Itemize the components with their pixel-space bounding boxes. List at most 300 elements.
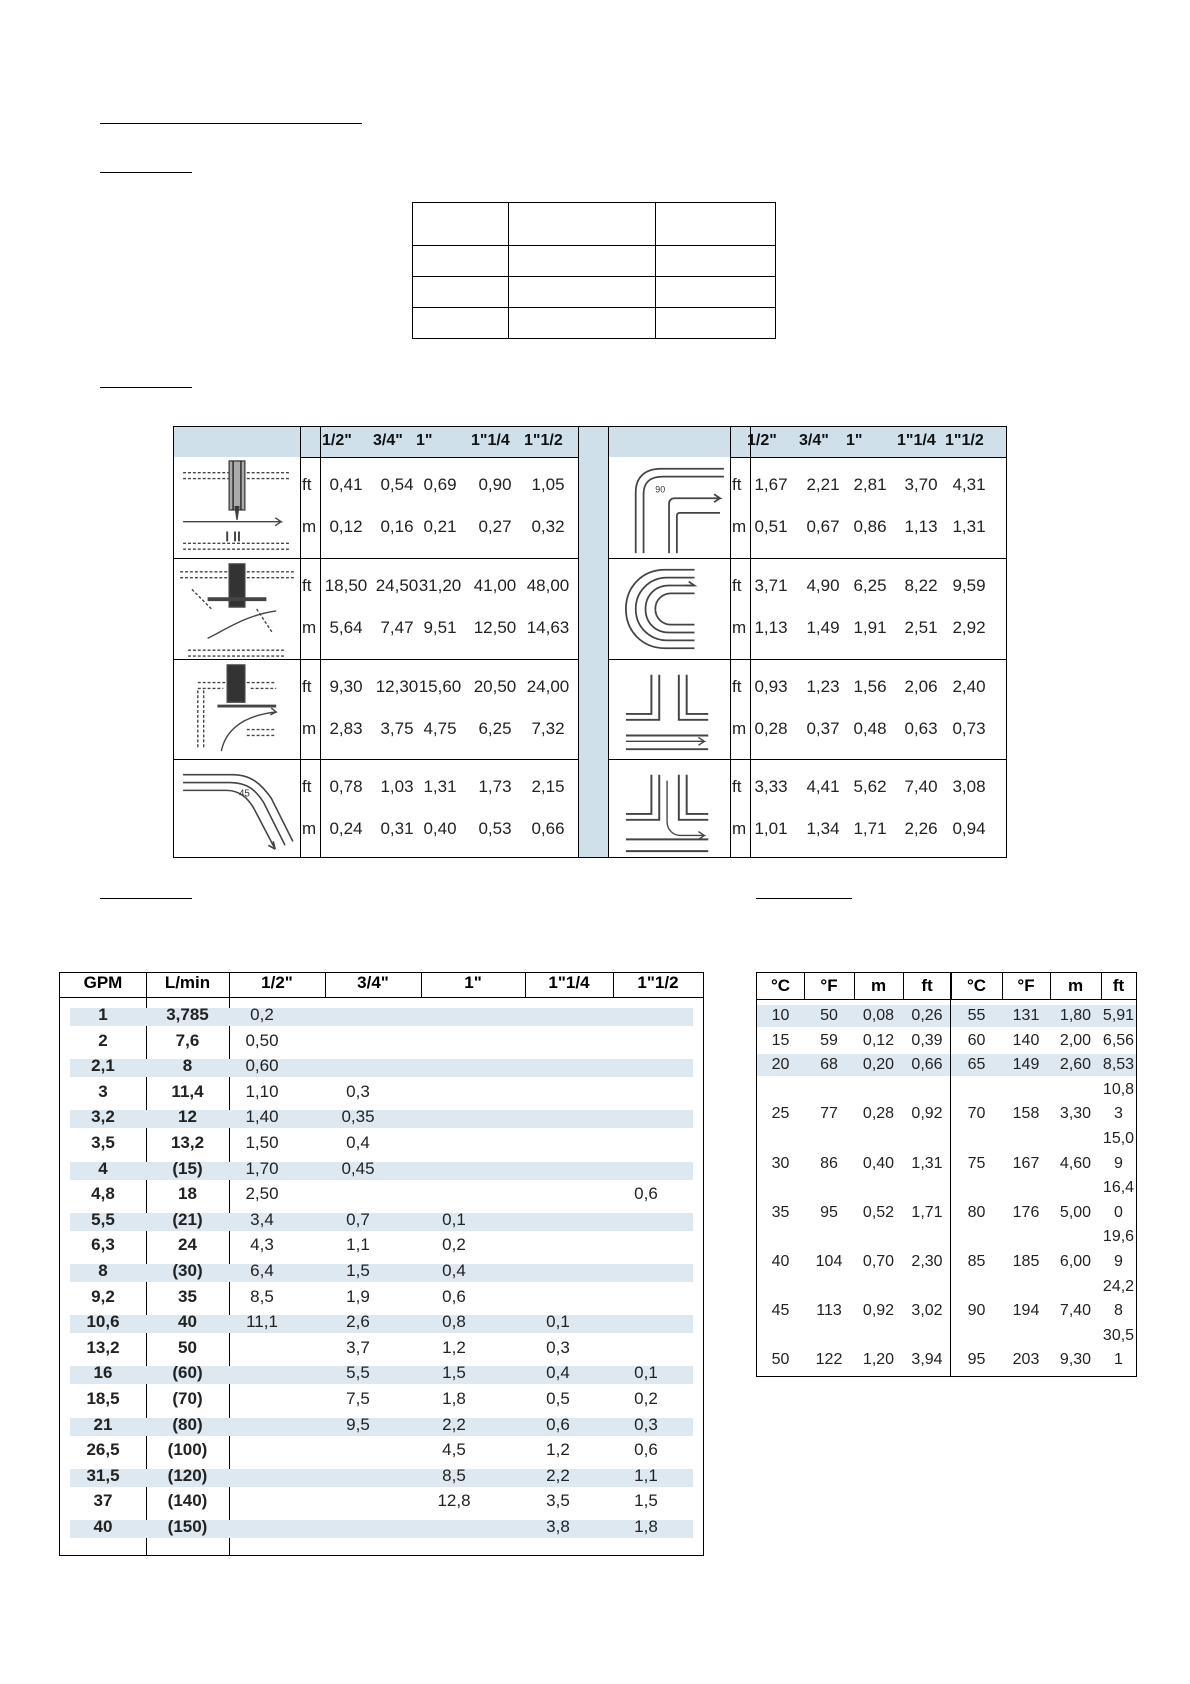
table-cell: 0,2: [634, 1389, 658, 1408]
table-cell: (140): [167, 1491, 208, 1511]
unit-label: m: [302, 517, 317, 536]
table-cell: 3,2: [91, 1107, 115, 1127]
value-cell: 3,71: [754, 576, 788, 595]
table-cell: 35: [178, 1286, 197, 1306]
table-cell: 0,6: [442, 1286, 466, 1306]
table-cell: 9,30: [1059, 1351, 1092, 1369]
table-cell: 0: [1114, 1203, 1123, 1221]
unit-label: ft: [732, 777, 742, 796]
value-cell: 1,13: [754, 618, 788, 637]
value-cell: 1,31: [423, 777, 457, 796]
table-cell: 0,66: [911, 1056, 943, 1074]
table-cell: 12: [178, 1107, 197, 1127]
angle-valve-icon: [178, 560, 296, 658]
column-header: °F: [1017, 976, 1035, 995]
table-cell: 60: [967, 1031, 986, 1049]
table-cell: 3,4: [250, 1209, 274, 1229]
table-cell: 167: [1012, 1154, 1040, 1172]
value-cell: 18,50: [324, 576, 368, 595]
table-cell: 50: [771, 1351, 790, 1369]
value-cell: 0,94: [952, 819, 986, 838]
value-cell: 6,25: [478, 719, 512, 738]
unit-label: ft: [302, 777, 312, 796]
table-cell: 9,2: [91, 1286, 115, 1306]
value-cell: 5,62: [853, 777, 887, 796]
value-cell: 5,64: [329, 618, 363, 637]
table-row: [413, 203, 776, 246]
unit-label: ft: [302, 576, 312, 595]
unit-label: ft: [302, 677, 312, 696]
value-cell: 4,41: [806, 777, 840, 796]
unit-label: m: [302, 618, 317, 637]
table-cell: 8: [1114, 1302, 1123, 1320]
table-cell: 0,7: [346, 1209, 370, 1229]
table-cell: 1,8: [442, 1389, 466, 1408]
value-cell: 3,08: [952, 777, 986, 796]
size-header-left: 1/2": [322, 432, 352, 449]
table-cell: 7,5: [346, 1389, 370, 1408]
table-cell: (60): [172, 1363, 203, 1383]
gate-valve-icon: [178, 459, 296, 557]
svg-text:45: 45: [238, 788, 250, 800]
table-cell: 11,4: [171, 1081, 204, 1101]
column-header: m: [870, 976, 887, 995]
table-cell: 0,3: [346, 1081, 370, 1101]
value-cell: 0,48: [853, 719, 887, 738]
table-cell: 0,39: [911, 1031, 943, 1049]
table-cell: 140: [1012, 1031, 1040, 1049]
table-cell: 4,60: [1059, 1154, 1092, 1172]
table-cell: 0,52: [862, 1203, 895, 1221]
empty-table: [412, 202, 776, 339]
table-cell: 1: [98, 1005, 108, 1024]
table-cell: (21): [172, 1209, 203, 1229]
unit-label: m: [732, 517, 747, 536]
header-shade-right: [608, 427, 734, 457]
unit-label: m: [732, 618, 747, 637]
value-cell: 48,00: [526, 576, 570, 595]
table-cell: (30): [172, 1261, 203, 1280]
table-cell: 0,1: [634, 1363, 658, 1383]
table-cell: 1,20: [862, 1351, 895, 1369]
column-header: 1"1/4: [548, 973, 590, 992]
table-cell: 194: [1012, 1302, 1040, 1320]
table-cell: 104: [815, 1253, 843, 1270]
unit-label: m: [302, 819, 317, 838]
table-cell: 9: [1114, 1253, 1123, 1270]
table-cell: 6,00: [1059, 1253, 1092, 1270]
value-cell: 0,37: [806, 719, 840, 738]
value-cell: 14,63: [526, 618, 570, 637]
column-header: L/min: [164, 973, 211, 992]
table-cell: 131: [1012, 1007, 1040, 1024]
value-cell: 0,54: [380, 475, 414, 494]
value-cell: 1,67: [754, 475, 788, 494]
table-cell: 95: [820, 1203, 838, 1221]
value-cell: 12,30: [375, 677, 419, 696]
table-cell: 37: [93, 1491, 113, 1511]
value-cell: 0,41: [329, 475, 363, 494]
table-cell: 3,7: [346, 1337, 370, 1357]
section-4-heading-underline: [756, 898, 852, 899]
table-cell: 30: [771, 1154, 790, 1172]
column-header: 1"1/2: [637, 973, 679, 992]
table-cell: 40: [178, 1312, 197, 1332]
value-cell: 31,20: [418, 576, 462, 595]
table-cell: 0,40: [862, 1154, 895, 1172]
table-cell: 24: [178, 1235, 197, 1255]
value-cell: 0,32: [531, 517, 565, 536]
return-bend-icon: [612, 560, 730, 658]
value-cell: 0,69: [423, 475, 457, 494]
table-cell: 15,0: [1102, 1130, 1135, 1147]
table-cell: 75: [967, 1154, 986, 1172]
value-cell: 0,40: [423, 819, 457, 838]
column-header: m: [1067, 976, 1084, 995]
column-header: 3/4": [357, 973, 389, 992]
table-cell: 1,5: [442, 1363, 466, 1383]
unit-label: m: [732, 719, 747, 738]
table-cell: 50: [178, 1337, 197, 1357]
value-cell: 2,81: [853, 475, 887, 494]
value-cell: 0,31: [380, 819, 414, 838]
value-cell: 0,28: [754, 719, 788, 738]
unit-label: m: [302, 719, 317, 738]
table-cell: 0,6: [634, 1440, 658, 1460]
table-cell: 7,40: [1059, 1302, 1092, 1320]
table-cell: 122: [815, 1351, 843, 1369]
section-3-heading-underline: [100, 898, 192, 899]
table-cell: 1,40: [245, 1107, 279, 1127]
table-cell: 18: [178, 1184, 197, 1204]
size-header-right: 1": [846, 432, 863, 449]
table-cell: 35: [771, 1203, 790, 1221]
table-cell: 5,5: [346, 1363, 370, 1383]
value-cell: 1,34: [806, 819, 840, 838]
value-cell: 12,50: [473, 618, 517, 637]
table-cell: 4,3: [250, 1235, 274, 1255]
table-cell: 0,1: [442, 1209, 466, 1229]
column-header: °C: [966, 976, 987, 995]
table-cell: 6,3: [91, 1235, 115, 1255]
table-cell: 9,5: [346, 1414, 370, 1434]
table-cell: 0,08: [862, 1007, 895, 1024]
table-cell: 16: [93, 1363, 113, 1383]
table-row: [413, 246, 776, 277]
value-cell: 9,51: [423, 618, 457, 637]
value-cell: 9,59: [952, 576, 986, 595]
globe-valve-icon: [178, 661, 296, 759]
size-header-right: 3/4": [799, 432, 829, 449]
table-cell: 203: [1012, 1351, 1040, 1369]
table-cell: 59: [820, 1031, 838, 1049]
table-cell: 18,5: [86, 1389, 120, 1408]
table-cell: 0,4: [442, 1261, 466, 1280]
table-cell: 2: [98, 1030, 108, 1050]
size-header-left: 1"1/4: [471, 432, 510, 449]
section-1-heading-underline: [100, 172, 192, 173]
table-cell: 90: [967, 1302, 986, 1320]
table-row: [413, 308, 776, 339]
table-cell: 6,4: [250, 1261, 274, 1280]
value-cell: 0,86: [853, 517, 887, 536]
value-cell: 1,13: [904, 517, 938, 536]
table-cell: 0,2: [442, 1235, 466, 1255]
table-cell: 5,91: [1102, 1007, 1135, 1024]
table-cell: 12,8: [437, 1491, 471, 1511]
table-cell: 0,4: [546, 1363, 570, 1383]
value-cell: 0,67: [806, 517, 840, 536]
table-cell: 31,5: [86, 1465, 120, 1485]
table-cell: 149: [1012, 1056, 1040, 1074]
table-cell: 5,00: [1059, 1203, 1092, 1221]
column-header: °C: [770, 976, 791, 995]
table-cell: 2,1: [91, 1056, 115, 1076]
header-rule: [757, 999, 1136, 1000]
value-cell: 1,03: [380, 777, 414, 796]
table-cell: 0,92: [911, 1105, 943, 1123]
table-cell: 1,1: [346, 1235, 370, 1255]
value-cell: 0,51: [754, 517, 788, 536]
header-shade-left: [174, 427, 300, 457]
elbow-45-icon: [178, 761, 296, 859]
table-cell: 77: [820, 1105, 838, 1123]
value-cell: 1,49: [806, 618, 840, 637]
table-row: [413, 277, 776, 308]
table-cell: 86: [820, 1154, 838, 1172]
table-cell: 3,785: [166, 1005, 209, 1024]
table-cell: 1: [1114, 1351, 1123, 1369]
column-header: ft: [921, 976, 933, 995]
value-cell: 1,73: [478, 777, 512, 796]
table-cell: 0,2: [250, 1005, 274, 1024]
value-cell: 20,50: [473, 677, 517, 696]
column-header: °F: [820, 976, 838, 995]
table-cell: 0,6: [634, 1184, 658, 1204]
value-cell: 1,01: [754, 819, 788, 838]
table-cell: 15: [771, 1031, 790, 1049]
table-cell: 113: [816, 1302, 842, 1320]
table-cell: 0,28: [862, 1105, 895, 1123]
value-cell: 1,91: [853, 618, 887, 637]
value-cell: 0,66: [531, 819, 565, 838]
value-cell: 4,75: [423, 719, 457, 738]
table-cell: 1,80: [1059, 1007, 1092, 1024]
table-cell: 0,45: [341, 1158, 375, 1178]
table-cell: 2,30: [911, 1253, 943, 1270]
value-cell: 24,00: [526, 677, 570, 696]
table-cell: 6,56: [1102, 1031, 1135, 1049]
table-cell: 0,26: [911, 1007, 943, 1024]
table-cell: 10,8: [1102, 1080, 1135, 1098]
header-rule: [60, 997, 703, 998]
value-cell: 0,53: [478, 819, 512, 838]
table-gap: [578, 427, 608, 857]
table-cell: 19,6: [1102, 1228, 1135, 1246]
table-cell: 55: [967, 1007, 986, 1024]
value-cell: 6,25: [853, 576, 887, 595]
table-cell: 8: [98, 1261, 108, 1280]
table-cell: 4,8: [91, 1184, 115, 1204]
table-cell: (80): [172, 1414, 203, 1434]
value-cell: 7,32: [531, 719, 565, 738]
table-cell: 10: [771, 1007, 790, 1024]
column-header: 1": [464, 973, 482, 992]
table-cell: (100): [167, 1440, 208, 1460]
table-cell: 1,1: [634, 1465, 658, 1485]
table-cell: 3,02: [911, 1302, 943, 1320]
table-cell: 80: [967, 1203, 986, 1221]
value-cell: 4,31: [952, 475, 986, 494]
table-cell: 20: [771, 1056, 790, 1074]
unit-label: ft: [732, 475, 742, 494]
table-cell: (120): [167, 1465, 208, 1485]
table-cell: 21: [93, 1414, 113, 1434]
table-cell: 3: [98, 1081, 108, 1101]
table-cell: 45: [771, 1302, 790, 1320]
table-cell: 30,5: [1102, 1326, 1135, 1344]
unit-label: ft: [302, 475, 312, 494]
value-cell: 2,40: [952, 677, 986, 696]
table-cell: 2,00: [1059, 1031, 1092, 1049]
value-cell: 2,92: [952, 618, 986, 637]
table-cell: 9: [1114, 1154, 1123, 1172]
value-cell: 3,70: [904, 475, 938, 494]
value-cell: 3,33: [754, 777, 788, 796]
size-header-left: 1"1/2: [524, 432, 563, 449]
table-cell: (15): [172, 1158, 203, 1178]
table-cell: 40: [771, 1253, 790, 1270]
table-cell: (70): [172, 1389, 203, 1408]
table-cell: 85: [967, 1253, 986, 1270]
table-cell: 10,6: [86, 1312, 120, 1332]
value-cell: 7,47: [380, 618, 414, 637]
table-cell: 25: [771, 1105, 790, 1123]
value-cell: 0,73: [952, 719, 986, 738]
table-cell: 50: [820, 1007, 838, 1024]
value-cell: 24,50: [375, 576, 419, 595]
value-cell: 3,75: [380, 719, 414, 738]
table-cell: 1,8: [634, 1517, 658, 1536]
column-header: 1/2": [261, 973, 293, 992]
table-cell: 1,71: [911, 1203, 943, 1221]
table-cell: 13,2: [170, 1133, 205, 1152]
value-cell: 0,12: [329, 517, 363, 536]
table-cell: 13,2: [86, 1337, 120, 1357]
value-cell: 0,24: [329, 819, 363, 838]
table-cell: 2,2: [546, 1465, 570, 1485]
table-cell: 1,2: [546, 1440, 570, 1460]
table-cell: 8,5: [442, 1465, 466, 1485]
value-cell: 2,06: [904, 677, 938, 696]
table-cell: 8: [182, 1056, 193, 1076]
table-cell: 4: [98, 1158, 108, 1178]
table-cell: 3,5: [546, 1491, 570, 1511]
table-cell: 16,4: [1102, 1179, 1135, 1197]
value-cell: 15,60: [418, 677, 462, 696]
table-cell: 3: [1114, 1105, 1123, 1123]
table-cell: 158: [1012, 1105, 1040, 1123]
table-cell: 0,4: [346, 1133, 370, 1152]
column-header: GPM: [83, 973, 123, 992]
size-header-right: 1"1/4: [897, 432, 936, 449]
table-cell: 24,2: [1102, 1277, 1135, 1295]
table-cell: 1,31: [911, 1154, 943, 1172]
table-cell: 0,20: [862, 1056, 895, 1074]
section-2-heading-underline: [100, 387, 192, 388]
unit-label: m: [732, 819, 747, 838]
value-cell: 1,31: [952, 517, 986, 536]
tee-branch-icon: [612, 761, 730, 859]
flow-rate-loss-table: [59, 972, 704, 1556]
value-cell: 0,27: [478, 517, 512, 536]
table-cell: 5,5: [91, 1209, 115, 1229]
temperature-head-table: [756, 972, 1137, 1377]
value-cell: 41,00: [473, 576, 517, 595]
size-header-right: 1"1/2: [945, 432, 984, 449]
table-cell: 0,35: [341, 1107, 375, 1127]
table-cell: 2,6: [346, 1312, 370, 1332]
value-cell: 0,21: [423, 517, 457, 536]
value-cell: 4,90: [806, 576, 840, 595]
table-cell: 3,5: [91, 1133, 115, 1152]
table-cell: 1,9: [346, 1286, 370, 1306]
value-cell: 7,40: [904, 777, 938, 796]
value-cell: 1,71: [853, 819, 887, 838]
unit-label: ft: [732, 576, 742, 595]
size-header-left: 1": [416, 432, 433, 449]
table-cell: 0,6: [546, 1414, 570, 1434]
value-cell: 2,15: [531, 777, 565, 796]
table-cell: 2,60: [1059, 1056, 1092, 1074]
table-cell: 3,30: [1059, 1105, 1092, 1123]
table-cell: 7,6: [175, 1030, 200, 1050]
table-cell: 0,50: [245, 1030, 279, 1050]
value-cell: 8,22: [904, 576, 938, 595]
value-cell: 0,93: [754, 677, 788, 696]
table-cell: 4,5: [442, 1440, 466, 1460]
main-heading-underline: [100, 123, 362, 124]
table-cell: 0,70: [862, 1253, 895, 1270]
value-cell: 0,16: [380, 517, 414, 536]
size-header-right: 1/2": [747, 432, 777, 449]
value-cell: 2,83: [329, 719, 363, 738]
table-cell: 0,1: [546, 1312, 570, 1332]
value-cell: 0,63: [904, 719, 938, 738]
table-cell: 1,70: [245, 1158, 279, 1178]
table-cell: 1,2: [442, 1337, 466, 1357]
table-cell: 0,3: [546, 1337, 570, 1357]
table-cell: 1,5: [346, 1261, 370, 1280]
table-cell: 1,10: [245, 1081, 279, 1101]
table-cell: (150): [167, 1517, 208, 1536]
tee-straight-icon: [612, 661, 730, 759]
unit-label: ft: [732, 677, 742, 696]
table-cell: 0,8: [442, 1312, 466, 1332]
value-cell: 2,26: [904, 819, 938, 838]
table-cell: 0,5: [546, 1389, 570, 1408]
table-cell: 3,8: [546, 1517, 570, 1536]
elbow-90-icon: [612, 459, 730, 557]
value-cell: 0,78: [329, 777, 363, 796]
value-cell: 1,23: [806, 677, 840, 696]
table-cell: 2,2: [442, 1414, 466, 1434]
value-cell: 0,90: [478, 475, 512, 494]
table-cell: 0,12: [862, 1031, 895, 1049]
table-cell: 26,5: [86, 1440, 120, 1460]
size-header-left: 3/4": [373, 432, 403, 449]
table-cell: 0,60: [245, 1056, 279, 1076]
